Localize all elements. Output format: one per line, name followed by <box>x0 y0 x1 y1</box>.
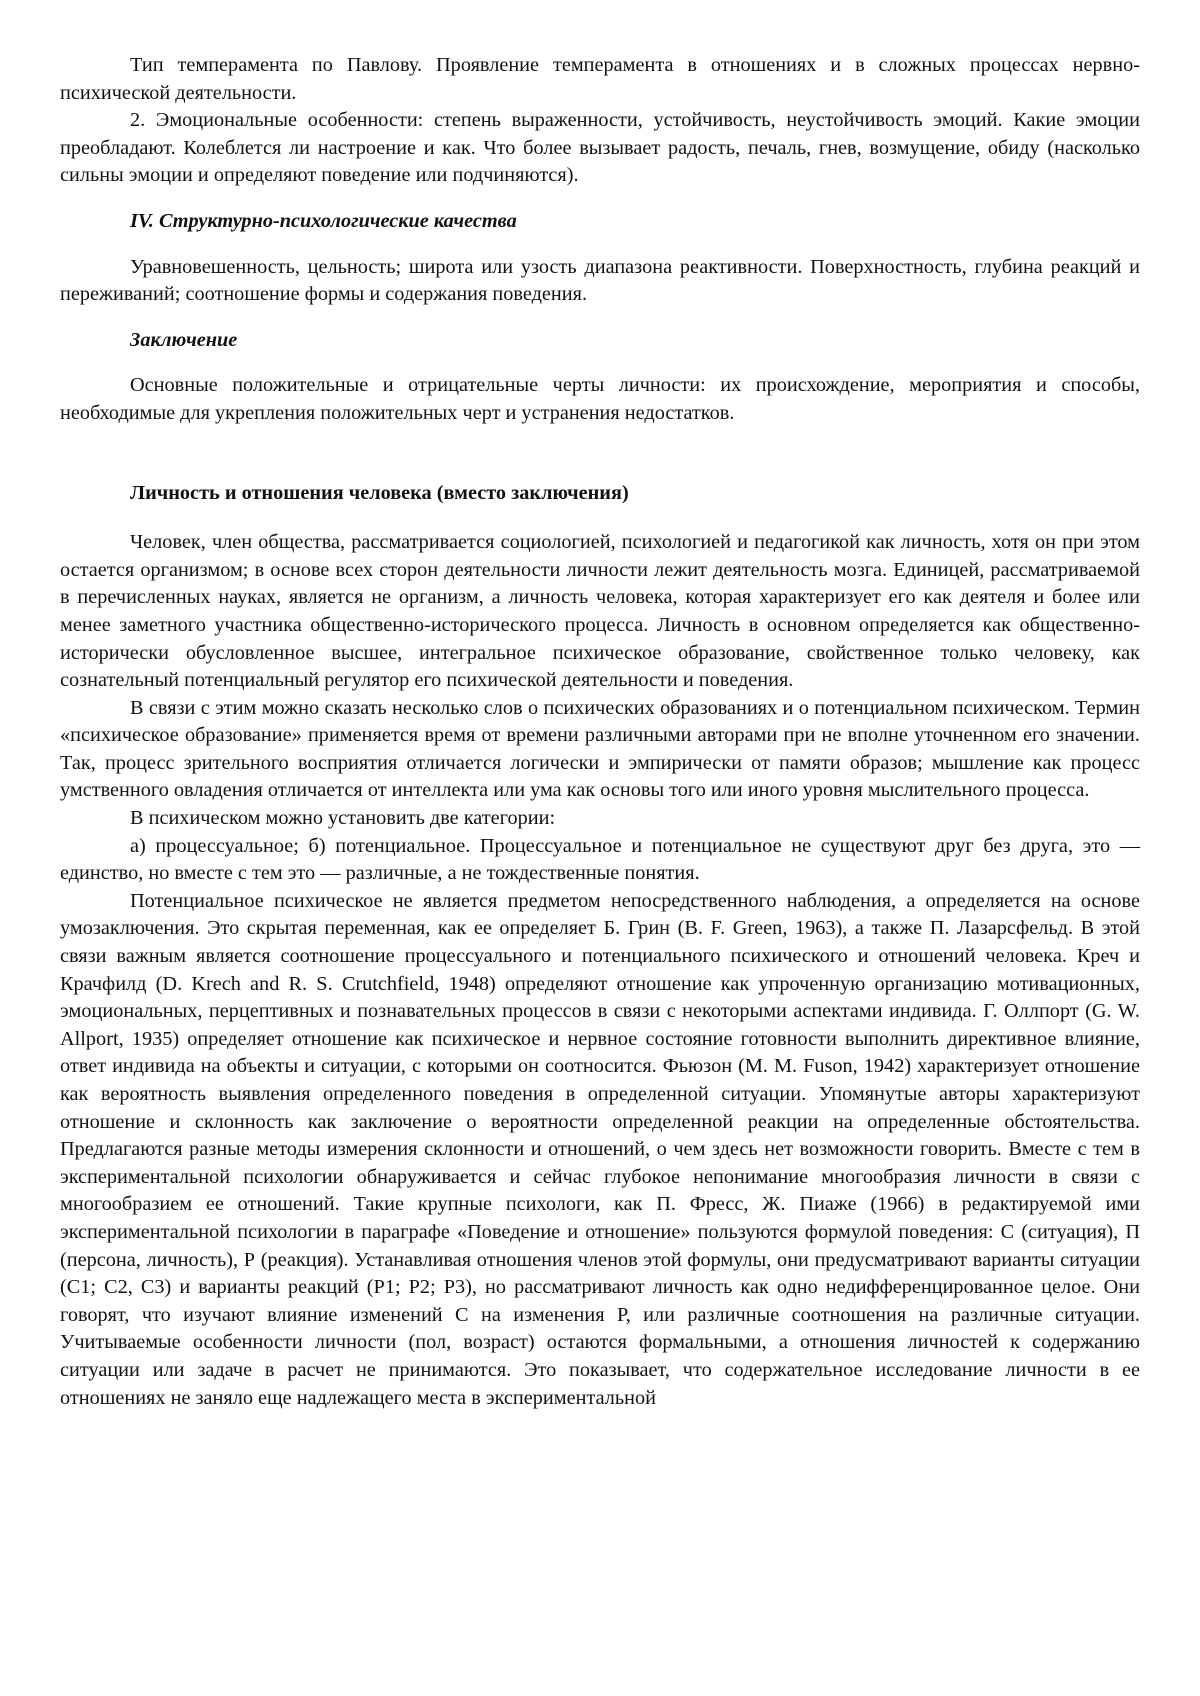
paragraph-positive-negative-traits: Основные положительные и отрицательные черты личности: их происхождение, мероприятия и способы, необходимые для укрепления положительных черт и устранения недостатков. <box>60 374 1140 424</box>
paragraph-two-categories: В психическом можно установить две категории: <box>130 807 556 830</box>
heading-personality-relations: Личность и отношения человека (вместо заключения) <box>130 481 629 504</box>
document-page <box>60 52 1140 1412</box>
paragraph-emotional-traits: 2. Эмоциональные особенности: степень выраженности, устойчивость, неустойчивость эмоций. Какие эмоции преобладают. Колеблется ли настроение и как. Что более вызывает радость, печаль, гнев, возмущение, обиду (насколько сильны эмоции и определяют поведение или подчиняются). <box>60 109 1140 187</box>
paragraph-person-society: Человек, член общества, рассматривается социологией, психологией и педагогикой как личность, хотя он при этом остается организмом; в основе всех сторон деятельности личности лежит деятельность мозга. Единицей, рассматриваемой в перечисленных науках, является не организм, а личность человека, которая характеризует его как деятеля и более или менее заметного участника общественно-исторического процесса. Личность в основном определяется как общественно-исторически обусловленное высшее, интегральное психическое образование, свойственное только человеку, как сознательный потенциальный регулятор его психической деятельности и поведения. <box>60 531 1140 692</box>
spacer <box>60 507 1140 529</box>
spacer <box>60 236 1140 254</box>
paragraph-balance: Уравновешенность, цельность; широта или узость диапазона реактивности. Поверхностность, глубина реакций и переживаний; соотношение формы и содержания поведения. <box>60 255 1140 306</box>
spacer <box>60 190 1140 208</box>
paragraph-potential-psychic: Потенциальное психическое не является предметом непосредственного наблюдения, а определяется на основе умозаключения. Это скрытая переменная, как ее определяет Б. Грин (B. F. Green, 1963), а также П. Лазарсфельд. В этой связи важным является соотношение процессуального и потенциального психического и отношений человека. Креч и Крачфилд (D. Krech and R. S. Crutchfield, 1948) определяют отношение как упроченную организацию мотивационных, эмоциональных, перцептивных и познавательных процессов в связи с некоторыми аспектами индивида. Г. Оллпорт (G. W. Allport, 1935) определяет отношение как психическое и нервное состояние готовности выполнить директивное влияние, ответ индивида на объекты и ситуации, с которыми он соотносится. Фьюзон (M. M. Fuson, 1942) характеризует отношение как вероятность выявления определенного поведения в определенной ситуации. Упомянутые авторы характеризуют отношение и склонность как заключение о вероятности определенной реакции на определенные обстоятельства. Предлагаются разные методы измерения склонности и отношений, о чем здесь нет возможности говорить. Вместе с тем в экспериментальной психологии обнаруживается и сейчас глубокое непонимание многообразия личности в связи с многообразием ее отношений. Такие крупные психологи, как П. Фресс, Ж. Пиаже (1966) в редактируемой ими экспериментальной психологии в параграфе «Поведение и отношение» пользуются формулой поведения: С (ситуация), П (персона, личность), Р (реакция). Устанавливая отношения членов этой формулы, они предусматривают варианты ситуации (С1; С2, С3) и варианты реакций (Р1; Р2; Р3), но рассматривают личность как одно недифференцированное целое. Они говорят, что изучают влияние изменений С на изменения Р, или различные соотношения на различные ситуации. Учитываемые особенности личности (пол, возраст) остаются формальными, а отношения личностей к содержанию ситуации или задаче в расчет не принимаются. Это показывает, что содержательное исследование личности в ее отношениях не заняло еще надлежащего места в экспериментальной <box>60 889 1140 1409</box>
paragraph-temperament: Тип темперамента по Павлову. Проявление темперамента в отношениях и в сложных процессах нервно-психической деятельности. <box>60 54 1140 104</box>
heading-conclusion: Заключение <box>130 328 238 351</box>
heading-structural-qualities: IV. Структурно-психологические качества <box>130 209 517 232</box>
paragraph-psychic-formations: В связи с этим можно сказать несколько слов о психических образованиях и о потенциальном психическом. Термин «психическое образование» применяется время от времени различными авторами при не вполне уточненном его значении. Так, процесс зрительного восприятия отличается логически и эмпирически от памяти образов; мышление как процесс умственного овладения отличается от интеллекта или ума как основы того или иного уровня мыслительного процесса. <box>60 696 1140 802</box>
paragraph-process-potential: а) процессуальное; б) потенциальное. Процессуальное и потенциальное не существуют друг без друга, это — единство, но вместе с тем это — различные, а не тождественные понятия. <box>60 834 1140 885</box>
spacer <box>60 428 1140 480</box>
spacer <box>60 309 1140 327</box>
spacer <box>60 354 1140 372</box>
